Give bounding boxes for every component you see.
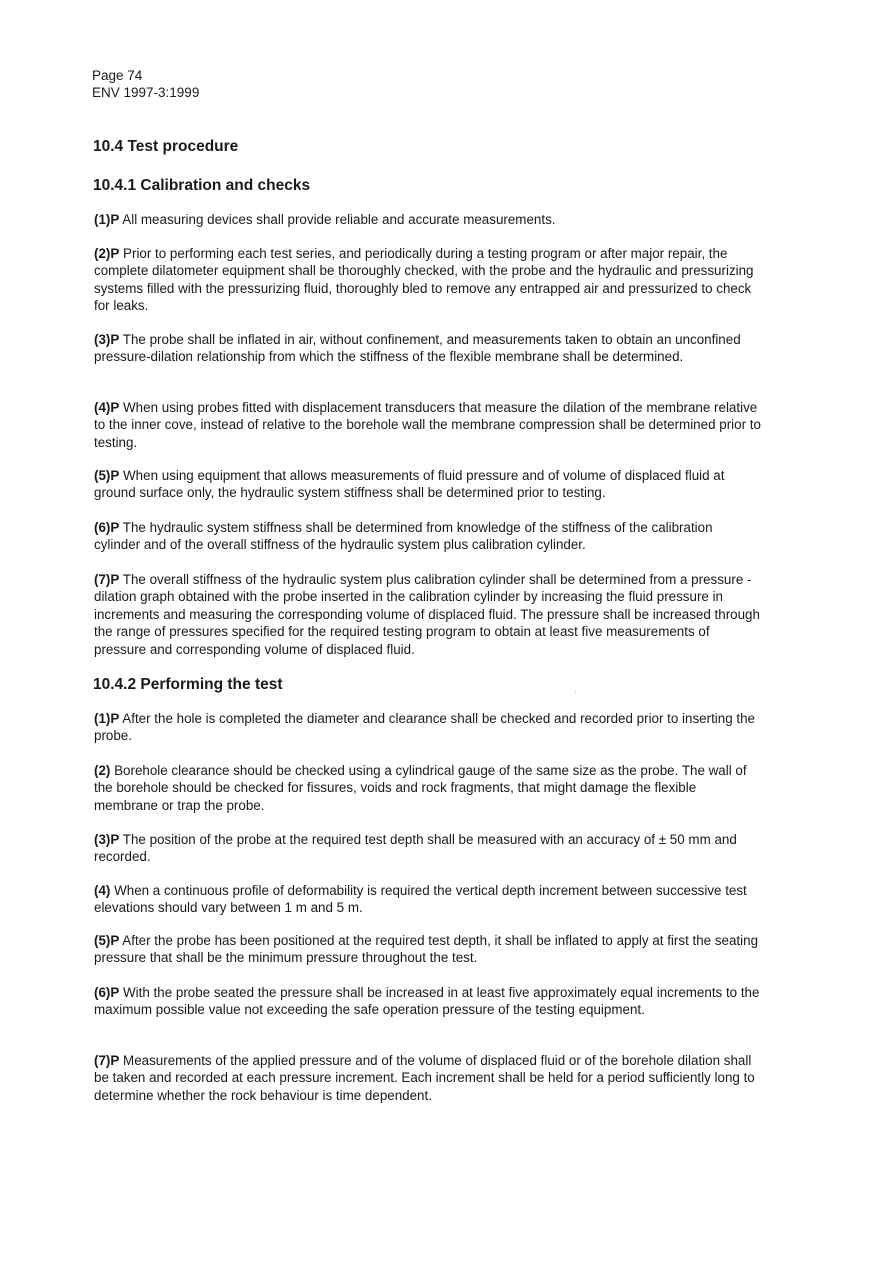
clause-10-4-2-2	[94, 762, 762, 814]
clause-text: When using probes fitted with displacement transducers that measure the dilation of the membrane relative to the inner cove, instead of relative to the borehole wall the membrane compression shall be determined prior to testing.	[94, 400, 761, 450]
clause-10-4-1-2	[94, 245, 762, 315]
clause-number: (5)P	[94, 933, 120, 948]
clause-number: (7)P	[94, 572, 120, 587]
clause-10-4-2-6	[94, 984, 762, 1019]
clause-number: (3)P	[94, 832, 120, 847]
clause-text: The position of the probe at the required test depth shall be measured with an accuracy of ± 50 mm and recorded.	[94, 832, 737, 865]
clause-10-4-2-4	[94, 882, 762, 917]
heading-10-4: 10.4 Test procedure	[93, 138, 239, 155]
clause-number: (1)P	[94, 212, 120, 227]
clause-text: Borehole clearance should be checked using a cylindrical gauge of the same size as the probe. The wall of the borehole should be checked for fissures, voids and rock fragments, that might damage the flexible membrane or trap the probe.	[94, 763, 747, 813]
clause-text: When using equipment that allows measurements of fluid pressure and of volume of displaced fluid at ground surface only, the hydraulic system stiffness shall be determined prior to testing.	[94, 468, 725, 501]
clause-number: (4)	[94, 883, 111, 898]
clause-number: (2)	[94, 763, 111, 778]
clause-10-4-1-3	[94, 331, 762, 366]
heading-10-4-1: 10.4.1 Calibration and checks	[93, 177, 311, 194]
clause-10-4-1-6	[94, 519, 762, 554]
clause-10-4-2-5	[94, 932, 762, 967]
clause-text: When a continuous profile of deformability is required the vertical depth increment between successive test elevations should vary between 1 m and 5 m.	[94, 883, 747, 916]
clause-text: All measuring devices shall provide reliable and accurate measurements.	[122, 212, 556, 227]
clause-text: The probe shall be inflated in air, without confinement, and measurements taken to obtain an unconfined pressure-dilation relationship from which the stiffness of the flexible membrane shall be determined.	[94, 332, 741, 365]
page-number: Page 74	[92, 68, 143, 83]
clause-number: (6)P	[94, 520, 120, 535]
clause-10-4-1-7	[94, 571, 762, 658]
page-header	[92, 67, 199, 101]
clause-text: With the probe seated the pressure shall be increased in at least five approximately equal increments to the maximum possible value not exceeding the safe operation pressure of the testing equipment.	[94, 985, 760, 1018]
clause-text: After the probe has been positioned at the required test depth, it shall be inflated to apply at first the seating pressure that shall be the minimum pressure throughout the test.	[94, 933, 759, 966]
clause-number: (2)P	[94, 246, 120, 261]
clause-10-4-2-7	[94, 1052, 762, 1104]
clause-10-4-1-5	[94, 467, 762, 502]
clause-number: (3)P	[94, 332, 120, 347]
clause-10-4-2-3	[94, 831, 762, 866]
clause-10-4-1-1	[94, 211, 762, 228]
clause-10-4-1-4	[94, 399, 762, 451]
scan-speck	[575, 692, 576, 693]
clause-text: After the hole is completed the diameter and clearance shall be checked and recorded prior to inserting the probe.	[94, 711, 756, 744]
clause-number: (7)P	[94, 1053, 120, 1068]
clause-number: (6)P	[94, 985, 120, 1000]
clause-text: The hydraulic system stiffness shall be determined from knowledge of the stiffness of the calibration cylinder and of the overall stiffness of the hydraulic system plus calibration cylinder.	[94, 520, 713, 553]
standard-reference: ENV 1997-3:1999	[92, 85, 200, 100]
clause-text: Measurements of the applied pressure and of the volume of displaced fluid or of the borehole dilation shall be taken and recorded at each pressure increment. Each increment shall be held for a period sufficiently long to determine whether the rock behaviour is time dependent.	[94, 1053, 755, 1103]
clause-number: (4)P	[94, 400, 120, 415]
heading-10-4-2: 10.4.2 Performing the test	[93, 676, 283, 693]
clause-number: (1)P	[94, 711, 120, 726]
clause-number: (5)P	[94, 468, 120, 483]
clause-text: The overall stiffness of the hydraulic system plus calibration cylinder shall be determined from a pressure - dilation graph obtained with the probe inserted in the calibration cylinder by increasing the fluid pressure in increments and measuring the corresponding volume of displaced fluid. The pressure shall be increased through the range of pressures specified for the required testing program to obtain at least five measurements of pressure and corresponding volume of displaced fluid.	[94, 572, 760, 657]
clause-10-4-2-1	[94, 710, 762, 745]
clause-text: Prior to performing each test series, and periodically during a testing program or after major repair, the complete dilatometer equipment shall be thoroughly checked, with the probe and the hydraulic and pressurizing systems filled with the pressurizing fluid, thoroughly bled to remove any entrapped air and pressurized to check for leaks.	[94, 246, 754, 314]
